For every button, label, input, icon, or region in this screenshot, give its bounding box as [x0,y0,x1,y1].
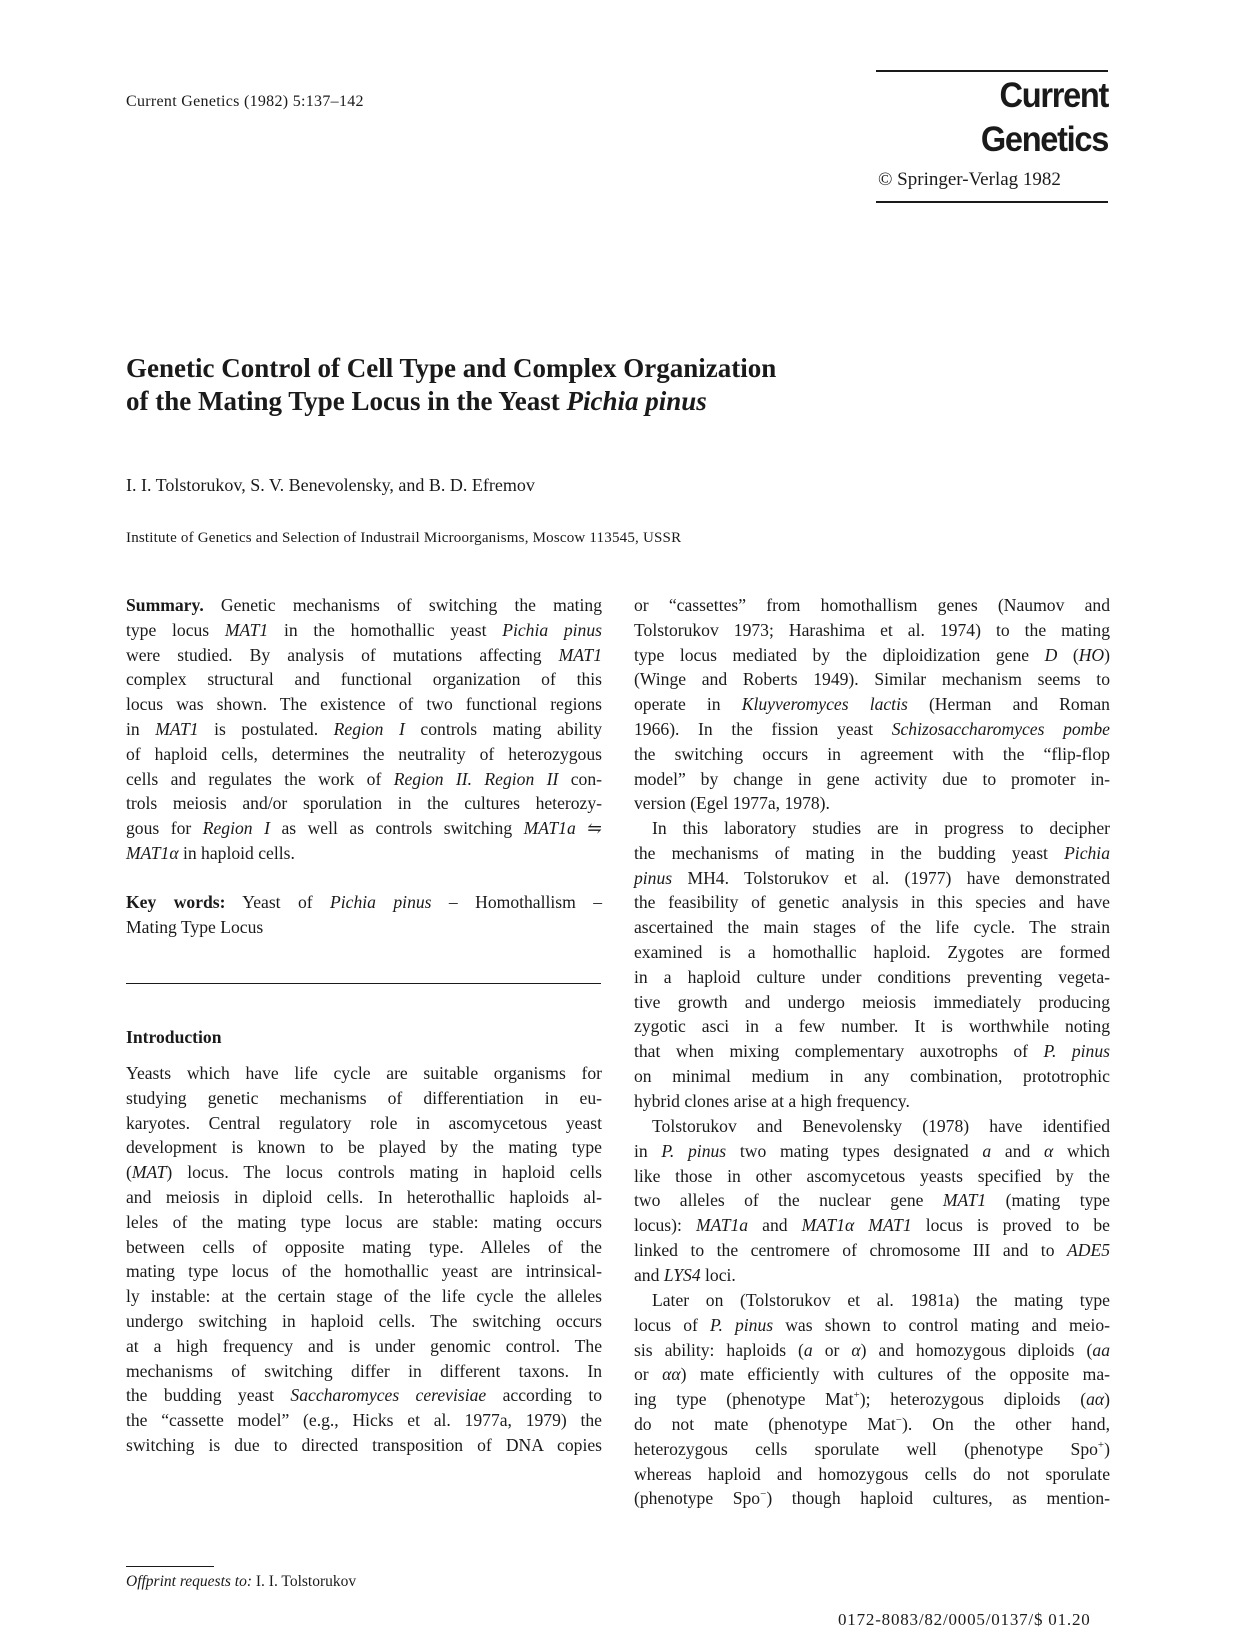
title-line-2-text: of the Mating Type Locus in the Yeast [126,386,567,416]
summary-label: Summary. [126,595,204,615]
author-list: I. I. Tolstorukov, S. V. Benevolensky, and B. D. Efremov [126,475,535,495]
footnote-rule [126,1566,214,1567]
keywords-paragraph: Key words: Yeast of Pichia pinus – Homothallism – Mating Type Locus [126,892,603,937]
footnote-name: I. I. Tolstorukov [255,1573,357,1590]
summary-paragraph: Summary. Genetic mechanisms of switching the mating type locus MAT1 in the homothallic yeast Pichia pinus were studied. By analysis of mutations affecting MAT1 complex structural and functional organization of this locus was shown. The existence of two functional regions in MAT1 is postulated. Region I controls mating ability of haploid cells, determines the neutrality of heterozygous cells and regulates the work of Region II. Region II con- trols meiosis and/or sporulation in the cultures heterozy- gous for Region I as well as controls switching MAT1a ⇋ MAT1α in haploid cells. [126,595,603,863]
right-paragraph-3: Tolstorukov and Benevolensky (1978) have identified in P. pinus two mating types designated a and α which like those in other ascomycetous yeasts specified by the two alleles of the nuclear gene MAT1 (mating type locus): MAT1a and MAT1α MAT1 locus is proved to be linked to the centromere of chromosome III and to ADE5 and LYS4 loci. [634,1116,1110,1285]
brand-top-rule [876,70,1108,72]
affiliation: Institute of Genetics and Selection of Industrail Microorganisms, Moscow 113545, USSR [126,530,682,546]
right-paragraph-4: Later on (Tolstorukov et al. 1981a) the mating type locus of P. pinus was shown to control mating and meio- sis ability: haploids (a or α) and homozygous diploids (aa or αα) mate efficiently with cultures of the opposite ma- ing type (phenotype Mat+); heterozygous diploids (aα) do not mate (phenotype Mat−). On the other hand, heterozygous cells sporulate well (phenotype Spo+) whereas haploid and homozygous cells do not sporulate (phenotype Spo−) though haploid cultures, as mention- [634,1290,1110,1509]
title-species: Pichia pinus [566,386,707,416]
footnote-label: Offprint requests to: [126,1573,253,1590]
journal-brand [876,70,1108,203]
introduction-heading: Introduction [126,1027,222,1047]
journal-name: Current Genetics [980,76,1108,159]
keywords-label: Key words: [126,892,226,912]
right-paragraph-2: In this laboratory studies are in progress to decipher the mechanisms of mating in the budding yeast Pichia pinus MH4. Tolstorukov et al. (1977) have demonstrated the feasibility of genetic analysis in this species and have ascertained the main stages of the life cycle. The strain examined is a homothallic haploid. Zygotes are formed in a haploid culture under conditions preventing vegeta- tive growth and undergo meiosis immediately producing zygotic asci in a few number. It is worthwhile noting that when mixing complementary auxotrophs of P. pinus on minimal medium in any combination, prototrophic hybrid clones arise at a high frequency. [634,818,1110,1111]
journal-citation: Current Genetics (1982) 5:137–142 [126,93,364,110]
introduction-paragraph: Yeasts which have life cycle are suitable organisms for studying genetic mechanisms of differentiation in eu- karyotes. Central regulatory role in ascomycetous yeast development is known to be played by the mating type (MAT) locus. The locus controls mating in haploid cells and meiosis in diploid cells. In heterothallic haploids al- leles of the mating type locus are stable: mating occurs between cells of opposite mating type. Alleles of the mating type locus of the homothallic yeast are intrinsical- ly instable: at the certain stage of the life cycle the alleles undergo switching in haploid cells. The switching occurs at a high frequency and is under genomic control. The mechanisms of switching differ in different taxons. In the budding yeast Saccharomyces cerevisiae according to the “cassette model” (e.g., Hicks et al. 1977a, 1979) the switching is due to directed transposition of DNA copies [126,1063,603,1455]
brand-bottom-rule [876,201,1108,203]
article-title [126,352,886,418]
title-line-2 [126,385,886,418]
section-divider [126,983,601,984]
offprint-footnote [126,1573,356,1591]
title-line-1: Genetic Control of Cell Type and Complex Organization [126,353,777,383]
copyright-notice: © Springer-Verlag 1982 [878,169,1061,190]
right-paragraph-1: or “cassettes” from homothallism genes (Naumov and Tolstorukov 1973; Harashima et al. 1974) to the mating type locus mediated by the diploidization gene D (HO) (Winge and Roberts 1949). Similar mechanism seems to operate in Kluyveromyces lactis (Herman and Roman 1966). In the fission yeast Schizosaccharomyces pombe the switching occurs in agreement with the “flip-flop model” by change in gene activity due to promoter in- version (Egel 1977a, 1978). [634,595,1110,814]
article-code: 0172-8083/82/0005/0137/$ 01.20 [838,1610,1091,1629]
